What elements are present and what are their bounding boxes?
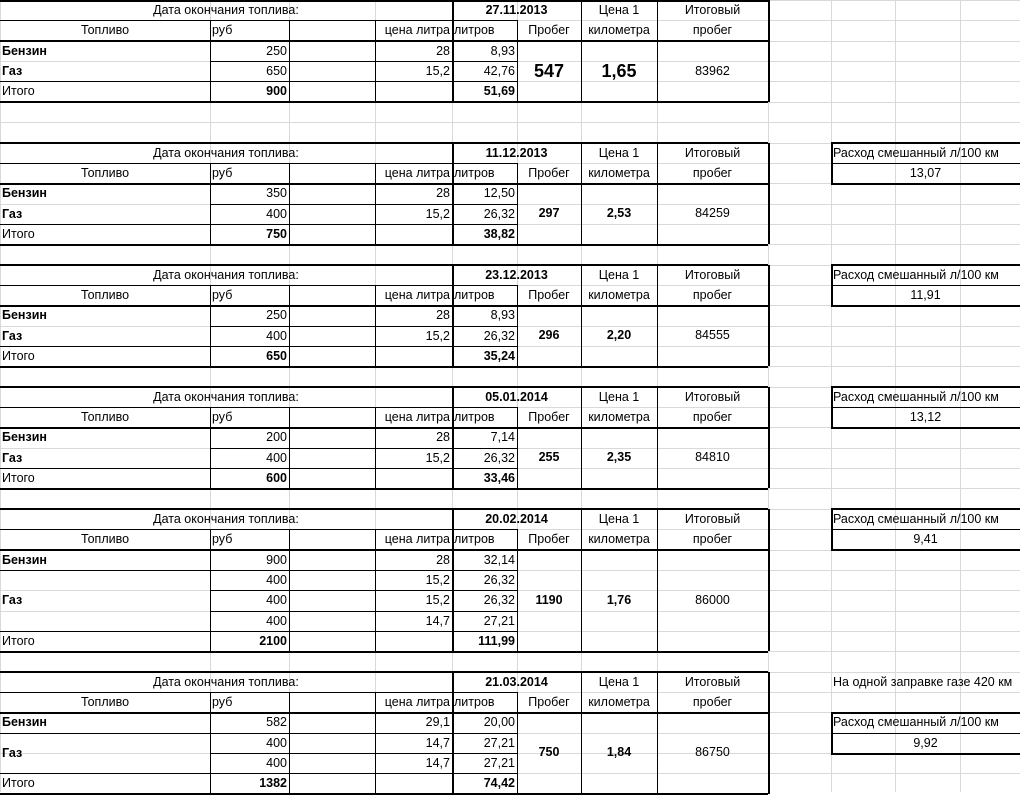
rub-value[interactable]: 400 [266, 572, 287, 587]
consumption-border [831, 387, 833, 428]
mixed-consumption-label[interactable]: Расход смешанный л/100 км [833, 389, 999, 404]
total-run-header-line: пробег [692, 410, 733, 425]
mixed-consumption-label[interactable]: Расход смешанный л/100 км [833, 715, 999, 730]
total-run-header-line: пробег [692, 23, 733, 38]
liters-value[interactable]: 20,00 [483, 715, 515, 730]
mileage-value[interactable]: 547 [533, 60, 565, 81]
mixed-consumption-value[interactable]: 9,92 [913, 735, 938, 750]
fuel-name-petrol[interactable]: Бензин [2, 715, 47, 730]
price-per-km-header-line: Цена 1 [598, 3, 640, 17]
consumption-border [831, 407, 1020, 408]
total-run-header-line: пробег [692, 288, 733, 302]
rub-value[interactable]: 582 [266, 715, 287, 730]
mixed-consumption-label[interactable]: Расход смешанный л/100 км [833, 145, 999, 160]
fuel-name-petrol[interactable]: Бензин [2, 552, 47, 567]
price-per-km-header-line: Цена 1 [598, 267, 640, 282]
rub-value[interactable]: 400 [266, 735, 287, 750]
total-label[interactable]: Итого [2, 349, 35, 363]
mileage-value[interactable]: 750 [538, 745, 560, 760]
liters-header[interactable]: литров [454, 23, 495, 38]
price-per-km-header-line: Цена 1 [598, 145, 640, 160]
total-run-header-line: Итоговый [684, 3, 741, 17]
fuel-header[interactable]: Топливо [80, 410, 130, 424]
price-liter-value[interactable]: 29,1 [425, 715, 450, 730]
fuel-name-petrol[interactable]: Бензин [2, 308, 47, 323]
rub-header[interactable]: руб [212, 694, 233, 709]
total-run-header-line: пробег [692, 532, 733, 547]
fuel-name-gas[interactable]: Газ [2, 64, 23, 79]
end-date-value[interactable]: 05.01.2014 [485, 389, 548, 404]
price-liter-value[interactable]: 28 [436, 552, 450, 567]
mileage-header[interactable]: Пробег [528, 532, 570, 547]
col-border [289, 529, 290, 651]
price-liter-header[interactable]: цена литра [384, 23, 450, 38]
total-liters-value[interactable]: 111,99 [478, 633, 515, 648]
rub-value[interactable]: 400 [266, 756, 287, 770]
price-per-km-header[interactable] [581, 143, 657, 184]
price-liter-value[interactable]: 28 [436, 186, 450, 201]
col-border [289, 20, 290, 101]
fuel-name-petrol[interactable]: Бензин [2, 186, 47, 201]
liters-header[interactable]: литров [454, 532, 495, 547]
fuel-name-gas[interactable]: Газ [2, 450, 23, 465]
rub-value[interactable]: 250 [266, 43, 287, 58]
price-liter-value[interactable]: 14,7 [425, 756, 450, 770]
total-run-value[interactable]: 84555 [695, 328, 730, 343]
total-run-value[interactable]: 83962 [695, 63, 730, 78]
date-label[interactable]: Дата окончания топлива: [153, 674, 299, 689]
end-date-value[interactable]: 23.12.2013 [485, 267, 548, 282]
col-border [289, 163, 290, 244]
fuel-name-petrol[interactable]: Бензин [2, 43, 47, 58]
end-date-value[interactable]: 11.12.2013 [485, 145, 548, 160]
fuel-name-gas[interactable]: Газ [2, 745, 23, 760]
date-label[interactable]: Дата окончания топлива: [153, 511, 299, 526]
total-run-header[interactable] [657, 143, 768, 184]
liters-value[interactable]: 27,21 [483, 756, 515, 770]
total-rub-value[interactable]: 2100 [259, 633, 287, 648]
liters-value[interactable]: 32,14 [483, 552, 515, 567]
price-per-km-header-line: километра [588, 288, 650, 302]
consumption-border [831, 753, 1020, 755]
consumption-border [831, 712, 833, 753]
consumption-border [831, 427, 1020, 429]
consumption-border [831, 285, 1020, 286]
total-run-header[interactable] [657, 0, 768, 41]
date-label[interactable]: Дата окончания топлива: [153, 267, 299, 282]
price-liter-header[interactable]: цена литра [384, 410, 450, 424]
price-liter-value[interactable]: 28 [436, 308, 450, 323]
consumption-border [831, 142, 1020, 144]
price-per-km-header[interactable] [581, 509, 657, 550]
consumption-border [831, 163, 1020, 164]
total-run-header-line: Итоговый [684, 389, 741, 404]
consumption-border [831, 143, 833, 184]
price-liter-value[interactable]: 15,2 [425, 572, 450, 587]
mileage-header[interactable]: Пробег [528, 694, 570, 709]
price-liter-header[interactable]: цена литра [384, 532, 450, 547]
price-per-km-header-line: километра [588, 695, 650, 709]
fuel-name-gas[interactable]: Газ [2, 206, 23, 221]
total-run-value[interactable]: 86000 [695, 592, 730, 607]
end-date-value[interactable]: 27.11.2013 [485, 3, 548, 17]
price-per-km-value[interactable]: 2,53 [606, 206, 632, 221]
price-liter-value[interactable]: 28 [436, 430, 450, 445]
consumption-border [831, 386, 1020, 388]
total-liters-value[interactable]: 51,69 [483, 84, 515, 99]
rub-value[interactable]: 200 [266, 430, 287, 445]
liters-header[interactable]: литров [454, 410, 495, 424]
liters-value[interactable]: 42,76 [483, 64, 515, 79]
consumption-border [831, 264, 1020, 266]
price-per-km-header[interactable] [581, 672, 657, 713]
consumption-border [831, 509, 833, 550]
consumption-border [831, 712, 1020, 714]
price-per-km-header-line: километра [588, 410, 650, 425]
mileage-header[interactable]: Пробег [528, 410, 570, 424]
price-per-km-header[interactable] [581, 265, 657, 306]
price-liter-header[interactable]: цена литра [384, 287, 450, 302]
total-run-header[interactable] [657, 265, 768, 306]
price-liter-value[interactable]: 15,2 [425, 206, 450, 221]
rub-value[interactable]: 900 [266, 552, 287, 567]
price-liter-value[interactable]: 14,7 [425, 735, 450, 750]
col-border [289, 692, 290, 794]
price-liter-value[interactable]: 15,2 [425, 593, 450, 608]
total-liters-value[interactable]: 38,82 [483, 226, 515, 241]
liters-header[interactable]: литров [454, 694, 495, 709]
price-per-km-header[interactable] [581, 387, 657, 428]
consumption-border [831, 508, 1020, 510]
price-liter-value[interactable]: 15,2 [425, 450, 450, 465]
rub-header[interactable]: руб [212, 532, 233, 547]
liters-value[interactable]: 26,32 [483, 206, 515, 221]
liters-value[interactable]: 8,93 [490, 43, 515, 58]
liters-value[interactable]: 8,93 [490, 308, 515, 323]
mixed-consumption-value[interactable]: 11,91 [910, 287, 941, 302]
price-per-km-value[interactable]: 2,35 [606, 450, 632, 465]
date-label[interactable]: Дата окончания топлива: [153, 389, 299, 404]
total-run-header-line: Итоговый [684, 145, 741, 160]
rub-value[interactable]: 650 [266, 64, 287, 79]
total-liters-value[interactable]: 74,42 [483, 776, 515, 791]
total-label[interactable]: Итого [2, 776, 35, 791]
mileage-value[interactable]: 1190 [535, 592, 563, 607]
col-border [289, 407, 290, 488]
rub-value[interactable]: 400 [266, 450, 287, 465]
total-run-header[interactable] [657, 387, 768, 428]
total-label[interactable]: Итого [2, 84, 35, 99]
rub-value[interactable]: 400 [266, 328, 287, 343]
consumption-border [831, 733, 1020, 734]
total-run-header-line: пробег [692, 165, 733, 180]
price-per-km-value[interactable]: 1,76 [606, 592, 632, 607]
price-liter-value[interactable]: 14,7 [425, 613, 450, 628]
total-liters-value[interactable]: 35,24 [483, 349, 515, 363]
rub-value[interactable]: 250 [266, 308, 287, 323]
mixed-consumption-label[interactable]: Расход смешанный л/100 км [833, 511, 999, 526]
mileage-header[interactable]: Пробег [528, 23, 570, 38]
rub-header[interactable]: руб [212, 287, 233, 302]
fuel-name-gas[interactable]: Газ [2, 328, 23, 343]
consumption-border [831, 183, 1020, 185]
col-border [289, 285, 290, 366]
total-label[interactable]: Итого [2, 226, 35, 241]
price-per-km-header[interactable] [581, 0, 657, 41]
consumption-border [831, 529, 1020, 530]
total-rub-value[interactable]: 900 [266, 84, 287, 99]
liters-header[interactable]: литров [454, 165, 495, 180]
total-label[interactable]: Итого [2, 633, 35, 648]
liters-header[interactable]: литров [454, 287, 495, 302]
mileage-value[interactable]: 297 [538, 206, 560, 221]
fuel-header[interactable]: Топливо [80, 165, 130, 180]
mixed-consumption-label[interactable]: Расход смешанный л/100 км [833, 267, 999, 282]
mixed-consumption-value[interactable]: 13,07 [909, 165, 942, 180]
price-liter-value[interactable]: 15,2 [425, 64, 450, 79]
rub-value[interactable]: 350 [266, 186, 287, 201]
liters-value[interactable]: 26,32 [483, 450, 515, 465]
mixed-consumption-value[interactable]: 9,41 [913, 532, 938, 547]
price-per-km-value[interactable]: 1,84 [606, 745, 632, 760]
price-per-km-value[interactable]: 2,20 [606, 328, 632, 343]
date-label[interactable]: Дата окончания топлива: [153, 3, 299, 17]
fuel-header[interactable]: Топливо [80, 287, 130, 302]
total-run-header-line: Итоговый [684, 674, 741, 689]
liters-value[interactable]: 7,14 [490, 430, 515, 445]
date-label[interactable]: Дата окончания топлива: [153, 145, 299, 160]
total-liters-value[interactable]: 33,46 [483, 471, 515, 486]
price-per-km-header-line: Цена 1 [598, 511, 640, 526]
total-run-header[interactable] [657, 672, 768, 713]
price-per-km-header-line: километра [588, 165, 650, 180]
rub-header[interactable]: руб [212, 410, 233, 424]
total-run-value[interactable]: 84810 [695, 450, 730, 465]
price-per-km-header-line: Цена 1 [598, 674, 640, 689]
consumption-border [831, 305, 1020, 307]
mixed-consumption-value[interactable]: 13,12 [909, 410, 942, 424]
liters-value[interactable]: 26,32 [483, 593, 515, 608]
total-run-value[interactable]: 86750 [695, 745, 730, 760]
total-run-value[interactable]: 84259 [695, 206, 730, 221]
mileage-header[interactable]: Пробег [528, 165, 570, 180]
rub-header[interactable]: руб [212, 23, 233, 38]
liters-value[interactable]: 26,32 [483, 328, 515, 343]
grid-row-line [0, 122, 1020, 123]
total-rub-value[interactable]: 750 [266, 226, 287, 241]
rub-value[interactable]: 400 [266, 613, 287, 628]
price-per-km-header-line: Цена 1 [598, 389, 640, 404]
consumption-border [831, 549, 1020, 551]
end-date-value[interactable]: 21.03.2014 [485, 674, 548, 689]
mileage-header[interactable]: Пробег [528, 287, 570, 302]
price-per-km-value[interactable]: 1,65 [601, 60, 637, 81]
total-run-header-line: Итоговый [684, 511, 741, 526]
liters-value[interactable]: 27,21 [483, 735, 515, 750]
total-rub-value[interactable]: 1382 [259, 776, 287, 791]
total-rub-value[interactable]: 650 [266, 349, 287, 363]
mileage-value[interactable]: 296 [538, 328, 560, 343]
fuel-header[interactable]: Топливо [80, 694, 130, 709]
price-liter-header[interactable]: цена литра [384, 694, 450, 709]
fuel-name-petrol[interactable]: Бензин [2, 430, 47, 445]
liters-value[interactable]: 27,21 [483, 613, 515, 628]
total-run-header-line: Итоговый [684, 267, 741, 282]
fuel-header[interactable]: Топливо [80, 23, 130, 38]
fuel-header[interactable]: Топливо [80, 532, 130, 547]
total-run-header[interactable] [657, 509, 768, 550]
total-run-header-line: пробег [692, 695, 733, 709]
consumption-border [831, 265, 833, 306]
total-rub-value[interactable]: 600 [266, 471, 287, 486]
fuel-note[interactable]: На одной заправке газе 420 км [833, 674, 1013, 689]
rub-value[interactable]: 400 [266, 593, 287, 608]
total-label[interactable]: Итого [2, 471, 35, 486]
price-per-km-header-line: километра [588, 23, 650, 38]
liters-value[interactable]: 12,50 [483, 186, 515, 201]
mileage-value[interactable]: 255 [538, 450, 560, 465]
price-liter-header[interactable]: цена литра [384, 165, 450, 180]
price-per-km-header-line: километра [588, 532, 650, 547]
liters-value[interactable]: 26,32 [483, 572, 515, 587]
price-liter-value[interactable]: 15,2 [425, 328, 450, 343]
price-liter-value[interactable]: 28 [436, 43, 450, 58]
rub-value[interactable]: 400 [266, 206, 287, 221]
end-date-value[interactable]: 20.02.2014 [485, 511, 548, 526]
rub-header[interactable]: руб [212, 165, 233, 180]
fuel-name-gas[interactable]: Газ [2, 592, 23, 607]
